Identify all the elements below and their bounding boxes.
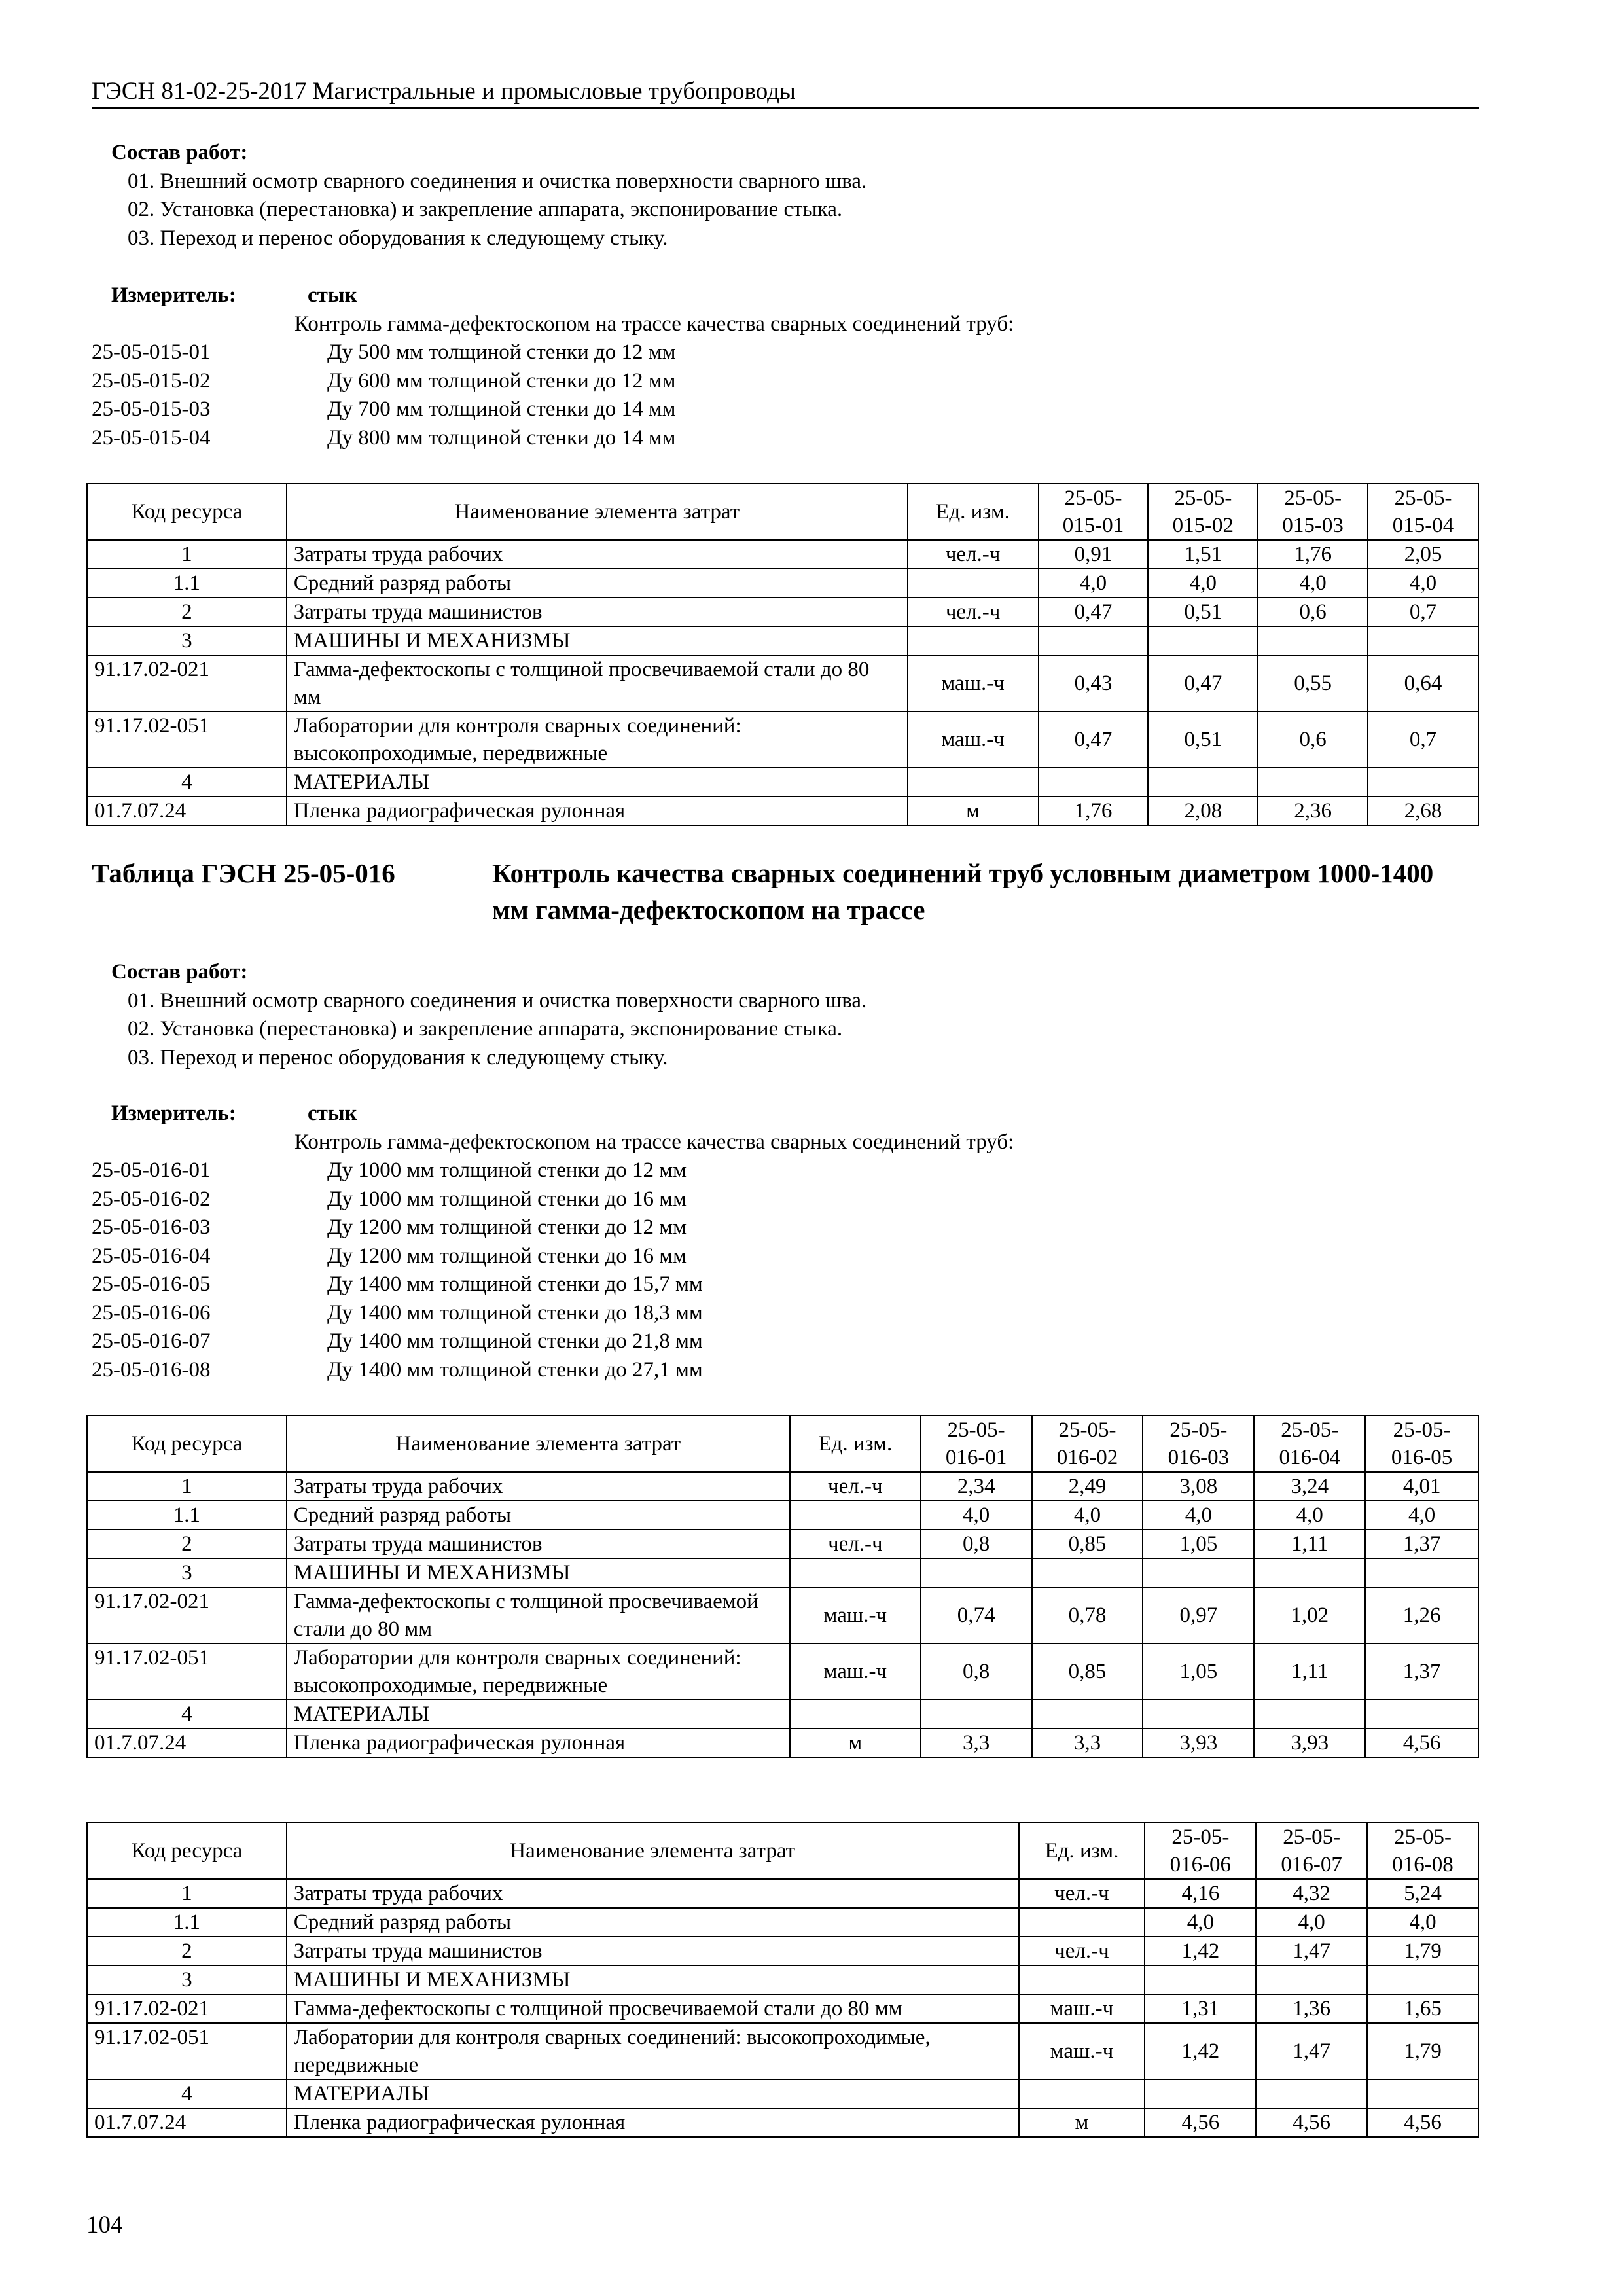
value-cell: 0,55 (1258, 655, 1368, 711)
table-row (87, 1729, 1478, 1757)
unit-cell: чел.-ч (908, 598, 1039, 626)
value-cell: 0,6 (1258, 711, 1368, 768)
value-cell: 4,0 (1145, 1908, 1256, 1937)
unit-cell: маш.-ч (790, 1587, 921, 1643)
table-row (87, 598, 1478, 626)
resource-code-cell: 1 (87, 1879, 287, 1908)
column-header: 25-05- 016-01 (921, 1416, 1032, 1472)
resource-code-cell: 91.17.02-021 (87, 1994, 287, 2023)
resource-code-cell: 91.17.02-051 (87, 2023, 287, 2079)
column-header: 25-05- 016-08 (1367, 1823, 1478, 1879)
cost-element-cell: Лаборатории для контроля сварных соединений: высокопроходимые, передвижные (287, 2023, 1019, 2079)
table-row (87, 540, 1478, 569)
unit-cell: чел.-ч (790, 1530, 921, 1558)
value-cell (921, 1558, 1032, 1587)
value-cell: 1,37 (1365, 1530, 1478, 1558)
norm-description: Ду 700 мм толщиной стенки до 14 мм (327, 397, 676, 421)
norm-code: 25-05-016-03 (92, 1215, 211, 1239)
cost-element-cell: МАШИНЫ И МЕХАНИЗМЫ (287, 1558, 790, 1587)
value-cell: 1,11 (1254, 1530, 1365, 1558)
value-cell: 4,01 (1365, 1472, 1478, 1501)
cost-element-cell: Затраты труда рабочих (287, 1879, 1019, 1908)
unit-cell (790, 1558, 921, 1587)
cost-element-cell: Гамма-дефектоскопы с толщиной просвечиваемой стали до 80 мм (287, 655, 908, 711)
resource-code-cell: 01.7.07.24 (87, 1729, 287, 1757)
cost-element-cell: Средний разряд работы (287, 1908, 1019, 1937)
value-cell: 1,26 (1365, 1587, 1478, 1643)
norm-code: 25-05-016-04 (92, 1244, 211, 1268)
table-row (87, 1879, 1478, 1908)
resource-table-1 (86, 483, 1479, 826)
value-cell: 5,24 (1367, 1879, 1478, 1908)
cost-element-cell: МАТЕРИАЛЫ (287, 768, 908, 797)
resource-code-cell: 3 (87, 1965, 287, 1994)
value-cell: 2,05 (1368, 540, 1478, 569)
cost-element-cell: Затраты труда рабочих (287, 540, 908, 569)
value-cell: 0,8 (921, 1643, 1032, 1700)
norm-code: 25-05-015-01 (92, 340, 211, 364)
value-cell: 4,0 (921, 1501, 1032, 1530)
value-cell (1258, 768, 1368, 797)
resource-code-cell: 91.17.02-021 (87, 655, 287, 711)
column-header: 25-05- 016-07 (1256, 1823, 1367, 1879)
cost-element-cell: Затраты труда машинистов (287, 598, 908, 626)
cost-element-cell: МАШИНЫ И МЕХАНИЗМЫ (287, 1965, 1019, 1994)
control-text: Контроль гамма-дефектоскопом на трассе качества сварных соединений труб: (294, 1130, 1014, 1154)
cost-element-cell: Пленка радиографическая рулонная (287, 1729, 790, 1757)
unit-cell: м (908, 797, 1039, 825)
work-heading: Состав работ: (111, 960, 248, 984)
cost-element-cell: Гамма-дефектоскопы с толщиной просвечиваемой стали до 80 мм (287, 1994, 1019, 2023)
value-cell: 0,7 (1368, 598, 1478, 626)
value-cell: 0,43 (1039, 655, 1149, 711)
value-cell: 1,47 (1256, 2023, 1367, 2079)
resource-code-cell: 2 (87, 1530, 287, 1558)
norm-description: Ду 1200 мм толщиной стенки до 16 мм (327, 1244, 687, 1268)
value-cell (1368, 768, 1478, 797)
measure-block-2 (92, 1100, 1479, 1384)
value-cell: 4,56 (1365, 1729, 1478, 1757)
value-cell: 0,51 (1148, 598, 1258, 626)
resource-code-cell: 4 (87, 1700, 287, 1729)
value-cell: 0,7 (1368, 711, 1478, 768)
table-row (87, 768, 1478, 797)
cost-element-cell: Затраты труда машинистов (287, 1530, 790, 1558)
value-cell: 0,47 (1148, 655, 1258, 711)
norm-description: Ду 1400 мм толщиной стенки до 18,3 мм (327, 1300, 703, 1325)
value-cell: 3,24 (1254, 1472, 1365, 1501)
unit-cell (908, 626, 1039, 655)
work-composition-2 (92, 958, 1479, 1072)
unit-cell (908, 569, 1039, 598)
value-cell: 0,8 (921, 1530, 1032, 1558)
value-cell: 4,0 (1365, 1501, 1478, 1530)
value-cell: 3,3 (1032, 1729, 1143, 1757)
value-cell: 3,3 (921, 1729, 1032, 1757)
norm-code: 25-05-016-05 (92, 1272, 211, 1296)
value-cell: 4,0 (1039, 569, 1149, 598)
value-cell: 1,02 (1254, 1587, 1365, 1643)
work-composition-1 (92, 139, 1479, 253)
table-row (87, 1908, 1478, 1937)
norm-code: 25-05-016-08 (92, 1357, 211, 1382)
value-cell: 0,85 (1032, 1530, 1143, 1558)
value-cell: 0,64 (1368, 655, 1478, 711)
value-cell: 0,85 (1032, 1643, 1143, 1700)
cost-element-cell: МАТЕРИАЛЫ (287, 2079, 1019, 2108)
value-cell: 2,68 (1368, 797, 1478, 825)
value-cell: 1,76 (1258, 540, 1368, 569)
table-header-row (87, 1416, 1478, 1472)
norm-code: 25-05-016-02 (92, 1187, 211, 1211)
norm-description: Ду 1000 мм толщиной стенки до 12 мм (327, 1158, 687, 1182)
unit-cell (790, 1501, 921, 1530)
table-row (87, 2079, 1478, 2108)
value-cell (1256, 1965, 1367, 1994)
cost-element-cell: Пленка радиографическая рулонная (287, 2108, 1019, 2137)
value-cell: 4,0 (1367, 1908, 1478, 1937)
resource-code-cell: 4 (87, 768, 287, 797)
resource-code-cell: 91.17.02-051 (87, 711, 287, 768)
resource-code-cell: 4 (87, 2079, 287, 2108)
unit-cell (790, 1700, 921, 1729)
column-header: Ед. изм. (790, 1416, 921, 1472)
table-row (87, 1501, 1478, 1530)
column-header: 25-05- 016-05 (1365, 1416, 1478, 1472)
value-cell: 1,31 (1145, 1994, 1256, 2023)
column-header: Наименование элемента затрат (287, 484, 908, 540)
value-cell: 1,76 (1039, 797, 1149, 825)
table-number: Таблица ГЭСН 25-05-016 (92, 858, 395, 888)
column-header: Ед. изм. (908, 484, 1039, 540)
value-cell: 4,0 (1258, 569, 1368, 598)
table-row (87, 1530, 1478, 1558)
column-header: Наименование элемента затрат (287, 1823, 1019, 1879)
value-cell: 3,08 (1143, 1472, 1254, 1501)
value-cell: 0,47 (1039, 711, 1149, 768)
resource-code-cell: 91.17.02-021 (87, 1587, 287, 1643)
column-header: Ед. изм. (1019, 1823, 1145, 1879)
resource-code-cell: 1 (87, 540, 287, 569)
value-cell (1256, 2079, 1367, 2108)
table-row (87, 626, 1478, 655)
value-cell: 1,47 (1256, 1937, 1367, 1965)
norm-code: 25-05-016-07 (92, 1329, 211, 1353)
resource-code-cell: 01.7.07.24 (87, 797, 287, 825)
column-header: 25-05- 015-02 (1148, 484, 1258, 540)
measure-value: стык (308, 283, 357, 307)
norm-description: Ду 1200 мм толщиной стенки до 12 мм (327, 1215, 687, 1239)
resource-code-cell: 91.17.02-051 (87, 1643, 287, 1700)
value-cell (1258, 626, 1368, 655)
cost-element-cell: МАТЕРИАЛЫ (287, 1700, 790, 1729)
work-item: 02. Установка (перестановка) и закрепление аппарата, экспонирование стыка. (128, 1017, 843, 1041)
value-cell (1254, 1700, 1365, 1729)
value-cell: 1,79 (1367, 1937, 1478, 1965)
unit-cell: м (1019, 2108, 1145, 2137)
value-cell (921, 1700, 1032, 1729)
column-header: Код ресурса (87, 1823, 287, 1879)
page-number: 104 (86, 2212, 123, 2238)
unit-cell: маш.-ч (1019, 2023, 1145, 2079)
value-cell (1365, 1700, 1478, 1729)
value-cell: 0,91 (1039, 540, 1149, 569)
norm-description: Ду 1400 мм толщиной стенки до 15,7 мм (327, 1272, 703, 1296)
value-cell: 4,0 (1368, 569, 1478, 598)
value-cell (1365, 1558, 1478, 1587)
unit-cell (1019, 1908, 1145, 1937)
unit-cell: маш.-ч (908, 655, 1039, 711)
cost-element-cell: Лаборатории для контроля сварных соединений: высокопроходимые, передвижные (287, 1643, 790, 1700)
value-cell (1148, 626, 1258, 655)
unit-cell (1019, 2079, 1145, 2108)
value-cell (1032, 1700, 1143, 1729)
value-cell: 1,37 (1365, 1643, 1478, 1700)
value-cell: 4,56 (1367, 2108, 1478, 2137)
norm-description: Ду 1400 мм толщиной стенки до 21,8 мм (327, 1329, 703, 1353)
norm-code: 25-05-016-01 (92, 1158, 211, 1182)
table-row (87, 655, 1478, 711)
value-cell (1145, 2079, 1256, 2108)
value-cell (1143, 1700, 1254, 1729)
resource-code-cell: 3 (87, 626, 287, 655)
norm-code: 25-05-015-02 (92, 368, 211, 393)
value-cell: 4,16 (1145, 1879, 1256, 1908)
value-cell (1032, 1558, 1143, 1587)
table-row (87, 1937, 1478, 1965)
column-header: 25-05- 015-03 (1258, 484, 1368, 540)
norm-code: 25-05-016-06 (92, 1300, 211, 1325)
value-cell: 0,47 (1039, 598, 1149, 626)
value-cell (1254, 1558, 1365, 1587)
value-cell: 1,51 (1148, 540, 1258, 569)
resource-table-3 (86, 1822, 1479, 2138)
value-cell: 4,0 (1032, 1501, 1143, 1530)
value-cell: 1,05 (1143, 1530, 1254, 1558)
table-row (87, 569, 1478, 598)
value-cell: 4,0 (1256, 1908, 1367, 1937)
value-cell (1148, 768, 1258, 797)
column-header: Код ресурса (87, 484, 287, 540)
norm-description: Ду 1400 мм толщиной стенки до 27,1 мм (327, 1357, 703, 1382)
value-cell: 1,42 (1145, 1937, 1256, 1965)
resource-code-cell: 1 (87, 1472, 287, 1501)
unit-cell: м (790, 1729, 921, 1757)
work-item: 03. Переход и перенос оборудования к следующему стыку. (128, 1045, 668, 1069)
value-cell: 3,93 (1143, 1729, 1254, 1757)
work-item: 02. Установка (перестановка) и закрепление аппарата, экспонирование стыка. (128, 198, 843, 221)
value-cell: 0,6 (1258, 598, 1368, 626)
resource-table-2 (86, 1415, 1479, 1758)
value-cell: 0,97 (1143, 1587, 1254, 1643)
unit-cell: чел.-ч (1019, 1879, 1145, 1908)
work-item: 01. Внешний осмотр сварного соединения и очистка поверхности сварного шва. (128, 988, 867, 1013)
table-header-row (87, 484, 1478, 540)
value-cell: 0,74 (921, 1587, 1032, 1643)
unit-cell: чел.-ч (1019, 1937, 1145, 1965)
value-cell: 2,34 (921, 1472, 1032, 1501)
resource-code-cell: 2 (87, 598, 287, 626)
unit-cell: чел.-ч (908, 540, 1039, 569)
measure-label: Измеритель: (111, 1102, 236, 1125)
unit-cell (908, 768, 1039, 797)
cost-element-cell: Лаборатории для контроля сварных соединений: высокопроходимые, передвижные (287, 711, 908, 768)
cost-element-cell: Гамма-дефектоскопы с толщиной просвечиваемой стали до 80 мм (287, 1587, 790, 1643)
resource-code-cell: 01.7.07.24 (87, 2108, 287, 2137)
value-cell: 2,08 (1148, 797, 1258, 825)
value-cell (1039, 626, 1149, 655)
value-cell: 4,56 (1256, 2108, 1367, 2137)
table-row (87, 2108, 1478, 2137)
table-row (87, 1558, 1478, 1587)
norm-description: Ду 500 мм толщиной стенки до 12 мм (327, 340, 676, 364)
work-item: 03. Переход и перенос оборудования к следующему стыку. (128, 226, 668, 250)
value-cell: 4,0 (1143, 1501, 1254, 1530)
value-cell: 4,0 (1254, 1501, 1365, 1530)
measure-label: Измеритель: (111, 283, 236, 307)
value-cell: 4,32 (1256, 1879, 1367, 1908)
work-heading: Состав работ: (111, 141, 248, 164)
table-title: Контроль качества сварных соединений труб условным диаметром 1000-1400 мм гамма-дефектоскопом на трассе (492, 858, 1434, 925)
table-row (87, 1587, 1478, 1643)
norm-description: Ду 600 мм толщиной стенки до 12 мм (327, 368, 676, 393)
column-header: 25-05- 015-04 (1368, 484, 1478, 540)
column-header: 25-05- 016-03 (1143, 1416, 1254, 1472)
column-header: Код ресурса (87, 1416, 287, 1472)
unit-cell: маш.-ч (1019, 1994, 1145, 2023)
norm-code: 25-05-015-04 (92, 425, 211, 450)
table-row (87, 1700, 1478, 1729)
cost-element-cell: Средний разряд работы (287, 1501, 790, 1530)
value-cell: 1,11 (1254, 1643, 1365, 1700)
value-cell (1143, 1558, 1254, 1587)
value-cell: 0,78 (1032, 1587, 1143, 1643)
value-cell: 2,36 (1258, 797, 1368, 825)
resource-code-cell: 1.1 (87, 569, 287, 598)
value-cell (1039, 768, 1149, 797)
table-row (87, 1643, 1478, 1700)
table-row (87, 1994, 1478, 2023)
measure-block-1 (92, 281, 1479, 452)
column-header: 25-05- 016-02 (1032, 1416, 1143, 1472)
value-cell: 0,51 (1148, 711, 1258, 768)
table-row (87, 1965, 1478, 1994)
column-header: 25-05- 015-01 (1039, 484, 1149, 540)
table-row (87, 797, 1478, 825)
unit-cell: маш.-ч (908, 711, 1039, 768)
table-row (87, 711, 1478, 768)
table-header-row (87, 1823, 1478, 1879)
value-cell (1367, 2079, 1478, 2108)
column-header: Наименование элемента затрат (287, 1416, 790, 1472)
resource-code-cell: 1.1 (87, 1501, 287, 1530)
resource-code-cell: 1.1 (87, 1908, 287, 1937)
unit-cell: чел.-ч (790, 1472, 921, 1501)
unit-cell: маш.-ч (790, 1643, 921, 1700)
table-row (87, 1472, 1478, 1501)
cost-element-cell: МАШИНЫ И МЕХАНИЗМЫ (287, 626, 908, 655)
value-cell: 4,56 (1145, 2108, 1256, 2137)
value-cell: 1,05 (1143, 1643, 1254, 1700)
value-cell (1145, 1965, 1256, 1994)
value-cell: 3,93 (1254, 1729, 1365, 1757)
work-item: 01. Внешний осмотр сварного соединения и очистка поверхности сварного шва. (128, 169, 867, 193)
norm-code: 25-05-015-03 (92, 397, 211, 421)
value-cell: 2,49 (1032, 1472, 1143, 1501)
norm-description: Ду 800 мм толщиной стенки до 14 мм (327, 425, 676, 450)
column-header: 25-05- 016-04 (1254, 1416, 1365, 1472)
value-cell: 4,0 (1148, 569, 1258, 598)
norm-description: Ду 1000 мм толщиной стенки до 16 мм (327, 1187, 687, 1211)
value-cell (1367, 1965, 1478, 1994)
resource-code-cell: 2 (87, 1937, 287, 1965)
running-header: ГЭСН 81-02-25-2017 Магистральные и промысловые трубопроводы (92, 77, 1479, 109)
cost-element-cell: Затраты труда машинистов (287, 1937, 1019, 1965)
unit-cell (1019, 1965, 1145, 1994)
control-text: Контроль гамма-дефектоскопом на трассе качества сварных соединений труб: (294, 312, 1014, 336)
measure-value: стык (308, 1102, 357, 1125)
table-row (87, 2023, 1478, 2079)
value-cell: 1,36 (1256, 1994, 1367, 2023)
cost-element-cell: Затраты труда рабочих (287, 1472, 790, 1501)
value-cell: 1,79 (1367, 2023, 1478, 2079)
value-cell (1368, 626, 1478, 655)
resource-code-cell: 3 (87, 1558, 287, 1587)
value-cell: 1,42 (1145, 2023, 1256, 2079)
cost-element-cell: Пленка радиографическая рулонная (287, 797, 908, 825)
column-header: 25-05- 016-06 (1145, 1823, 1256, 1879)
value-cell: 1,65 (1367, 1994, 1478, 2023)
cost-element-cell: Средний разряд работы (287, 569, 908, 598)
